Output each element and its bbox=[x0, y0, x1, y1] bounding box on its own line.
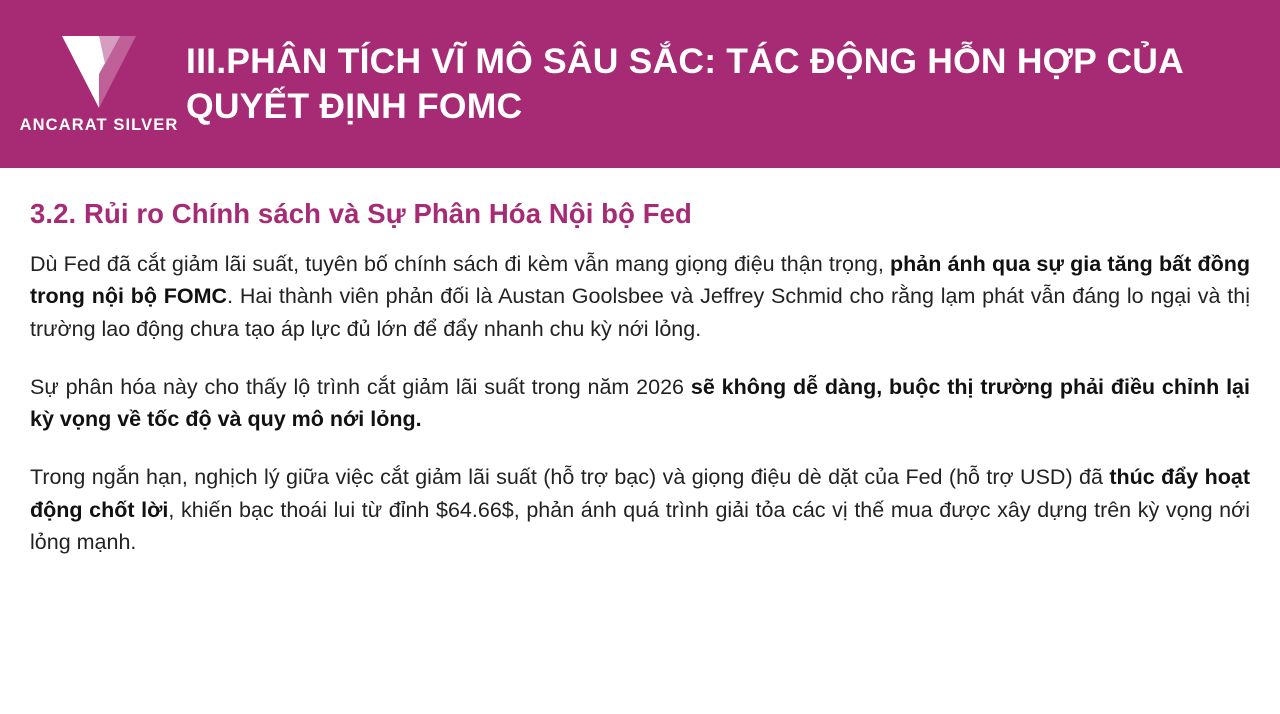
diamond-logo-icon bbox=[60, 34, 138, 110]
section-title: 3.2. Rủi ro Chính sách và Sự Phân Hóa Nội bộ Fed bbox=[30, 198, 692, 229]
brand-name: ANCARAT SILVER bbox=[19, 115, 179, 134]
brand-logo bbox=[19, 34, 179, 135]
paragraph-list bbox=[30, 248, 1250, 558]
slide-body bbox=[0, 168, 1280, 558]
page-title: III.PHÂN TÍCH VĨ MÔ SÂU SẮC: TÁC ĐỘNG HỖN HỢP CỦA QUYẾT ĐỊNH FOMC bbox=[186, 40, 1183, 126]
paragraph: Trong ngắn hạn, nghịch lý giữa việc cắt giảm lãi suất (hỗ trợ bạc) và giọng điệu dè dặt của Fed (hỗ trợ USD) đã thúc đẩy hoạt động chốt lời, khiến bạc thoái lui từ đỉnh $64.66$, phản ánh quá trình giải tỏa các vị thế mua được xây dựng trên kỳ vọng nới lỏng mạnh. bbox=[30, 465, 1250, 554]
paragraph: Sự phân hóa này cho thấy lộ trình cắt giảm lãi suất trong năm 2026 sẽ không dễ dàng, buộc thị trường phải điều chỉnh lại kỳ vọng về tốc độ và quy mô nới lỏng. bbox=[30, 374, 1250, 431]
paragraph: Dù Fed đã cắt giảm lãi suất, tuyên bố chính sách đi kèm vẫn mang giọng điệu thận trọng, phản ánh qua sự gia tăng bất đồng trong nội bộ FOMC. Hai thành viên phản đối là Austan Goolsbee và Jeffrey Schmid cho rằng lạm phát vẫn đáng lo ngại và thị trường lao động chưa tạo áp lực đủ lớn để đẩy nhanh chu kỳ nới lỏng. bbox=[30, 252, 1250, 341]
slide-header bbox=[0, 0, 1280, 168]
